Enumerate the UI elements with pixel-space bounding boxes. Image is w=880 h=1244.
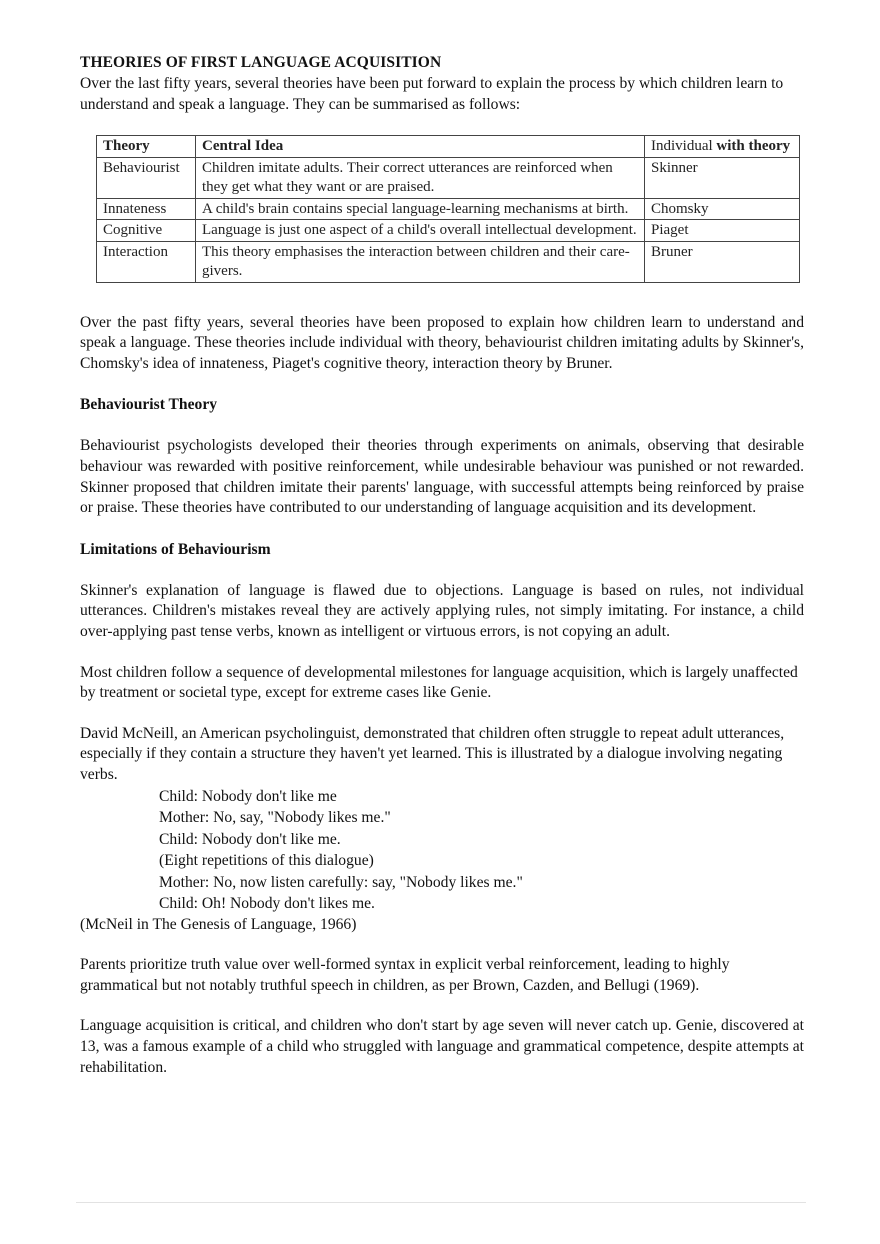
cell-individual: Skinner [645,157,800,198]
limitations-paragraph-5: Language acquisition is critical, and children who don't start by age seven will never catch up. Genie, discovered at 13, was a famous example of a child who struggled with language and grammatical competence, despite attempts at rehabilitation. [80,1017,804,1076]
limitations-heading: Limitations of Behaviourism [80,540,271,558]
cell-theory: Interaction [97,241,196,282]
cell-individual: Bruner [645,241,800,282]
page-bottom-divider [76,1202,806,1203]
cell-theory: Cognitive [97,220,196,242]
cell-idea: Language is just one aspect of a child's overall intellectual development. [196,220,645,242]
dialogue-line: Mother: No, now listen carefully: say, "Nobody likes me." [159,873,523,891]
dialogue-line: (Eight repetitions of this dialogue) [159,852,374,870]
dialogue-block [80,786,804,915]
cell-idea: Children imitate adults. Their correct utterances are reinforced when they get what they want or are praised. [196,157,645,198]
dialogue-line: Child: Nobody don't like me [159,787,337,805]
table-row [97,198,800,220]
summary-paragraph: Over the past fifty years, several theories have been proposed to explain how children learn to understand and speak a language. These theories include individual with theory, behaviourist children imitating adults by Skinner's, Chomsky's idea of innateness, Piaget's cognitive theory, interaction theory by Bruner. [80,313,804,372]
header-individual-plain: Individual [651,138,717,155]
table-row [97,220,800,242]
cell-idea: This theory emphasises the interaction between children and their care-givers. [196,241,645,282]
header-theory: Theory [97,136,196,158]
page-title: THEORIES OF FIRST LANGUAGE ACQUISITION [80,54,442,71]
document-page [80,52,804,1078]
header-central-idea: Central Idea [196,136,645,158]
behaviourist-heading: Behaviourist Theory [80,396,218,414]
table-row [97,241,800,282]
theories-table [96,135,800,283]
table-row [97,157,800,198]
cell-individual: Piaget [645,220,800,242]
cell-individual: Chomsky [645,198,800,220]
intro-paragraph: Over the last fifty years, several theories have been put forward to explain the process by which children learn to understand and speak a language. They can be summarised as follows: [80,75,784,113]
dialogue-citation: (McNeil in The Genesis of Language, 1966) [80,915,357,933]
dialogue-line: Child: Nobody don't like me. [159,830,341,848]
limitations-paragraph-4: Parents prioritize truth value over well-formed syntax in explicit verbal reinforcement, leading to highly grammatical but not notably truthful speech in children, as per Brown, Cazden, and Bellugi (1969). [80,956,730,994]
limitations-paragraph-2: Most children follow a sequence of developmental milestones for language acquisition, which is largely unaffected by treatment or societal type, except for extreme cases like Genie. [80,663,798,702]
limitations-paragraph-3: David McNeill, an American psycholinguist, demonstrated that children often struggle to repeat adult utterances, especially if they contain a structure they haven't yet learned. This is illustrated by a dialogue involving negating verbs. [80,724,785,783]
header-individual [645,136,800,158]
cell-idea: A child's brain contains special language-learning mechanisms at birth. [196,198,645,220]
dialogue-line: Mother: No, say, "Nobody likes me." [159,809,391,827]
table-header-row [97,136,800,158]
behaviourist-paragraph: Behaviourist psychologists developed their theories through experiments on animals, observing that desirable behaviour was rewarded with positive reinforcement, while undesirable behaviour was punished or not rewarded. Skinner proposed that children imitate their parents' language, with successful attempts being reinforced by praise or praise. These theories have contributed to our understanding of language acquisition and its development. [80,437,804,517]
dialogue-line: Child: Oh! Nobody don't likes me. [159,895,375,913]
header-individual-bold: with theory [716,138,791,155]
cell-theory: Innateness [97,198,196,220]
limitations-paragraph-1: Skinner's explanation of language is flawed due to objections. Language is based on rules, not individual utterances. Children's mistakes reveal they are actively applying rules, not simply imitating. For instance, a child over-applying past tense verbs, known as intelligent or virtuous errors, is not copying an adult. [80,581,804,641]
cell-theory: Behaviourist [97,157,196,198]
